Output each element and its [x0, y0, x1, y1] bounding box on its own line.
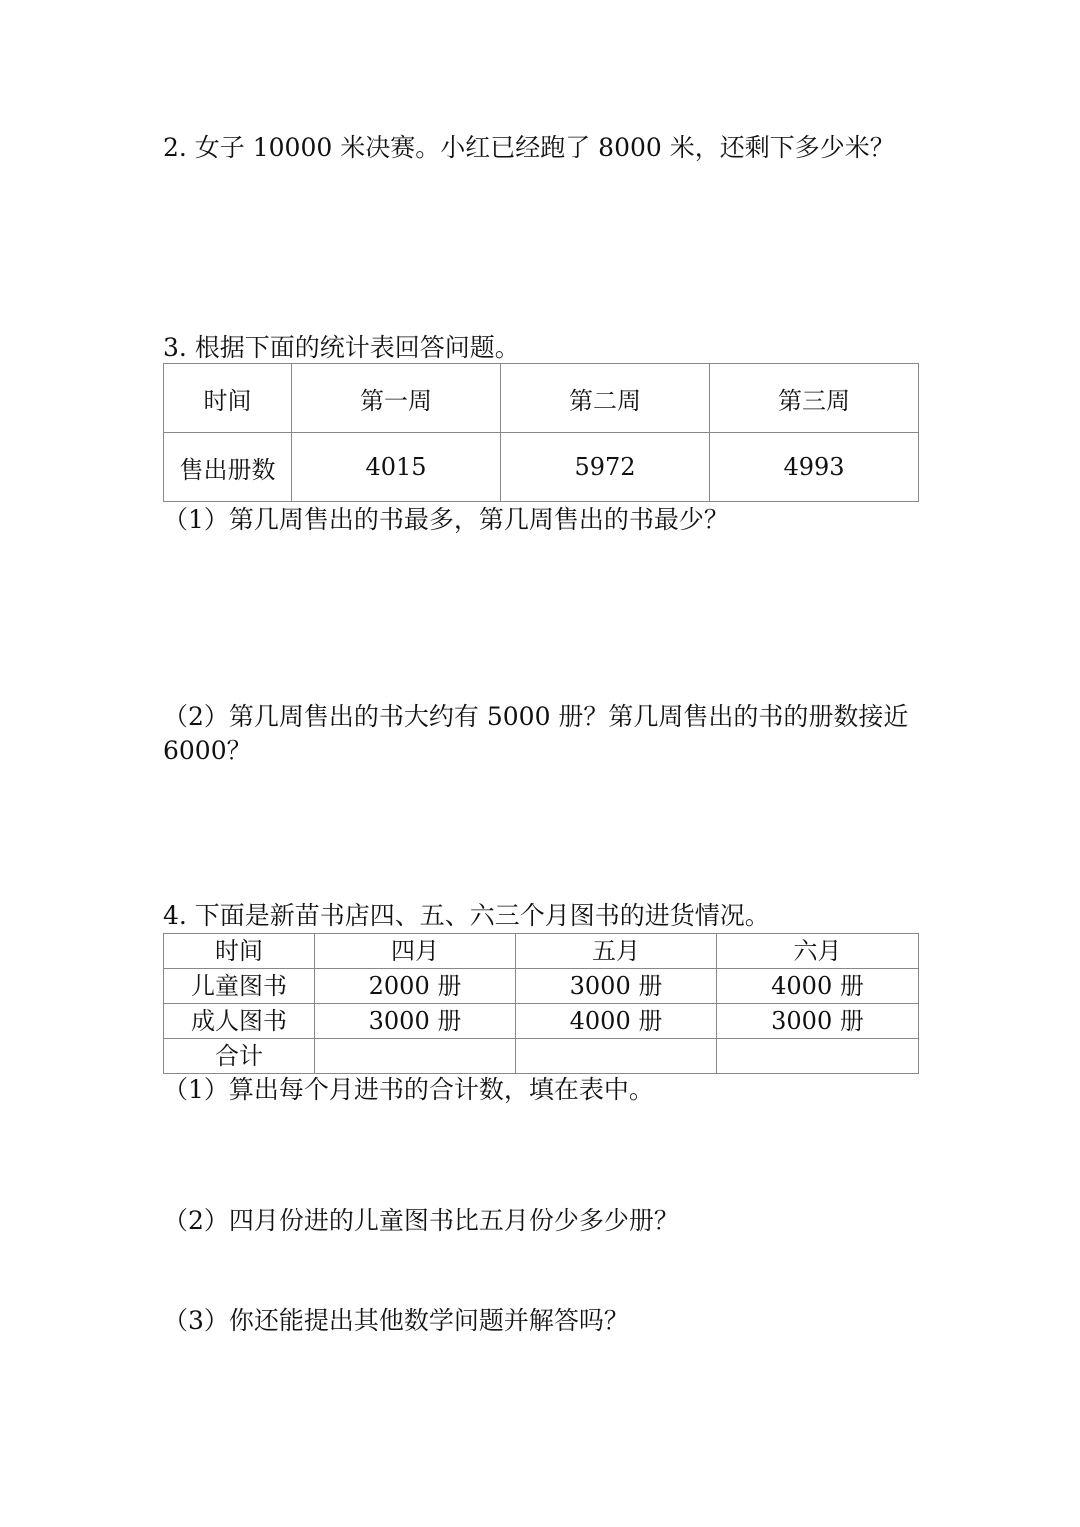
question-4-sub1: （1）算出每个月进书的合计数，填在表中。	[163, 1075, 654, 1104]
table-header-cell: 时间	[164, 364, 292, 433]
question-4-sub3: （3）你还能提出其他数学问题并解答吗？	[163, 1306, 629, 1335]
table-cell: 2000 册	[315, 969, 516, 1004]
question-3-title: 3. 根据下面的统计表回答问题。	[163, 333, 520, 362]
question-3-sub2-line2: 6000？	[163, 736, 252, 765]
table-header-cell: 四月	[315, 934, 516, 969]
table-header-cell: 五月	[516, 934, 717, 969]
table-row	[164, 969, 919, 1004]
table-cell: 合计	[164, 1039, 315, 1074]
total-cell[interactable]	[717, 1039, 919, 1074]
table-row	[164, 1039, 919, 1074]
question-3-sub1: （1）第几周售出的书最多，第几周售出的书最少？	[163, 505, 729, 534]
table-header-cell: 第二周	[501, 364, 710, 433]
table-cell: 4015	[292, 433, 501, 502]
table-cell: 3000 册	[717, 1004, 919, 1039]
table-cell: 4993	[710, 433, 919, 502]
table-row	[164, 934, 919, 969]
table-header-cell: 第三周	[710, 364, 919, 433]
table-row	[164, 433, 919, 502]
table-cell: 3000 册	[516, 969, 717, 1004]
question-2-text: 2. 女子 10000 米决赛。小红已经跑了 8000 米，还剩下多少米？	[163, 133, 895, 162]
table-cell: 4000 册	[717, 969, 919, 1004]
question-4-sub2: （2）四月份进的儿童图书比五月份少多少册？	[163, 1206, 679, 1235]
table-row	[164, 364, 919, 433]
table-header-cell: 六月	[717, 934, 919, 969]
total-cell[interactable]	[315, 1039, 516, 1074]
table-cell: 4000 册	[516, 1004, 717, 1039]
table-row	[164, 1004, 919, 1039]
table-cell: 售出册数	[164, 433, 292, 502]
table-header-cell: 第一周	[292, 364, 501, 433]
table-cell: 3000 册	[315, 1004, 516, 1039]
table-cell: 5972	[501, 433, 710, 502]
question-4-title: 4. 下面是新苗书店四、五、六三个月图书的进货情况。	[163, 901, 770, 930]
total-cell[interactable]	[516, 1039, 717, 1074]
weekly-sales-table	[163, 363, 919, 502]
question-3-sub2-line1: （2）第几周售出的书大约有 5000 册？第几周售出的书的册数接近	[163, 702, 909, 731]
table-header-cell: 时间	[164, 934, 315, 969]
table-cell: 成人图书	[164, 1004, 315, 1039]
table-cell: 儿童图书	[164, 969, 315, 1004]
book-stock-table	[163, 933, 919, 1074]
